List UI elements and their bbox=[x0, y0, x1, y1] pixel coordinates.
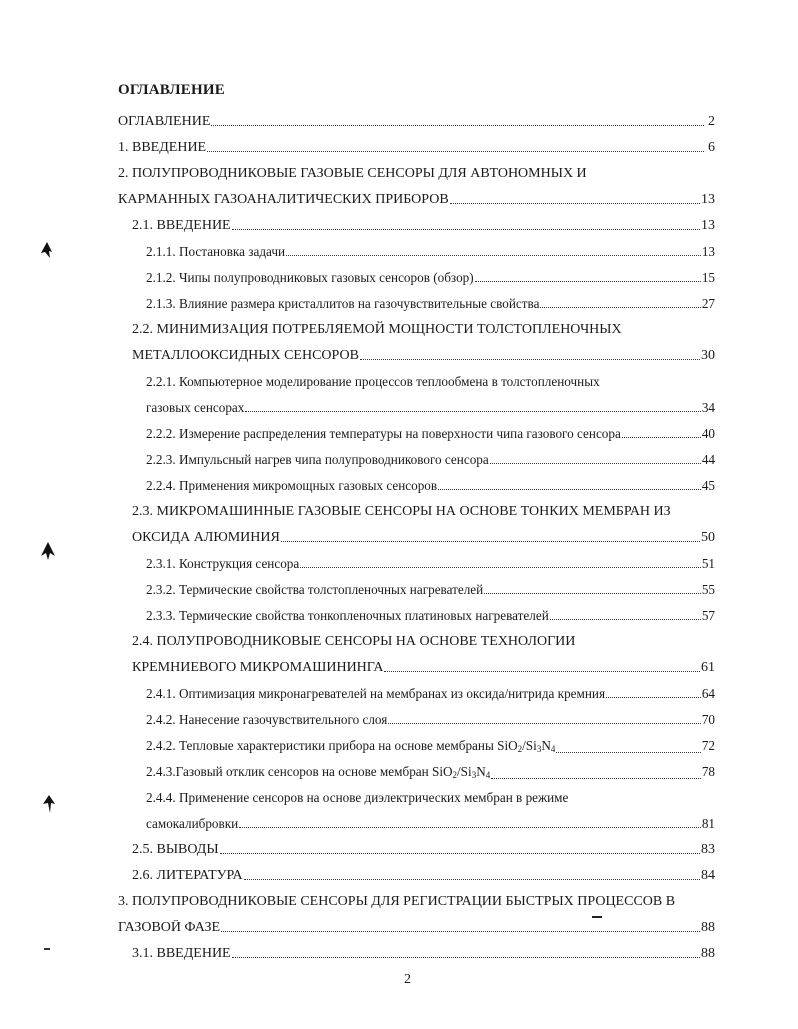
dot-leader bbox=[491, 777, 701, 779]
toc-entry-title-line1: 2.2.1. Компьютерное моделирование процессов теплообмена в толстопленочных bbox=[146, 374, 600, 389]
dot-leader bbox=[388, 722, 700, 724]
toc-entry-page: 2 bbox=[708, 114, 715, 129]
toc-entry-page: 50 bbox=[701, 530, 715, 545]
toc-entry[interactable] bbox=[118, 140, 715, 156]
toc-entry[interactable] bbox=[146, 686, 715, 702]
dot-leader bbox=[606, 696, 701, 698]
toc-entry-title-line1: 2.4.4. Применение сенсоров на основе диэлектрических мембран в режиме bbox=[146, 790, 569, 805]
toc-entry-page: 55 bbox=[701, 582, 715, 597]
toc-entry[interactable] bbox=[146, 816, 715, 832]
toc-entry[interactable] bbox=[146, 712, 715, 728]
toc-entry[interactable] bbox=[132, 868, 715, 884]
toc-entry[interactable] bbox=[146, 556, 715, 572]
toc-entry[interactable] bbox=[146, 244, 715, 260]
toc-entry-title: 2.1.3. Влияние размера кристаллитов на газочувствительные свойства bbox=[146, 296, 540, 311]
dot-leader bbox=[360, 358, 700, 360]
scan-speck bbox=[592, 916, 602, 918]
toc-entry-title: 2.1. ВВЕДЕНИЕ bbox=[132, 218, 231, 233]
toc-entry-title: 2.3.1. Конструкция сенсора bbox=[146, 556, 300, 571]
toc-entry-page: 30 bbox=[701, 348, 715, 363]
toc-entry-page: 84 bbox=[701, 868, 715, 883]
dot-leader bbox=[384, 670, 700, 672]
dot-leader bbox=[438, 488, 701, 490]
toc-entry-title: КРЕМНИЕВОГО МИКРОМАШИНИНГА bbox=[132, 660, 384, 675]
toc-entry-page: 13 bbox=[701, 218, 715, 233]
toc-entry[interactable] bbox=[132, 348, 715, 364]
toc-entry-title: МЕТАЛЛООКСИДНЫХ СЕНСОРОВ bbox=[132, 348, 359, 363]
toc-entry-page: 44 bbox=[701, 452, 715, 467]
toc-entry-title: 2.2.3. Импульсный нагрев чипа полупроводникового сенсора bbox=[146, 452, 489, 467]
toc-entry[interactable] bbox=[132, 660, 715, 676]
toc-entry-title-line1: 2.3. МИКРОМАШИННЫЕ ГАЗОВЫЕ СЕНСОРЫ НА ОСНОВЕ ТОНКИХ МЕМБРАН ИЗ bbox=[132, 504, 671, 519]
page-number: 2 bbox=[404, 972, 411, 987]
toc-entry-page: 34 bbox=[701, 400, 715, 415]
toc-entry-title-line1: 2. ПОЛУПРОВОДНИКОВЫЕ ГАЗОВЫЕ СЕНСОРЫ ДЛЯ АВТОНОМНЫХ И bbox=[118, 166, 587, 181]
toc-entry-title: 2.4.1. Оптимизация микронагревателей на мембранах из оксида/нитрида кремния bbox=[146, 686, 606, 701]
toc-entry[interactable] bbox=[146, 426, 715, 442]
toc-entry-page: 72 bbox=[701, 738, 715, 753]
toc-entry-title: КАРМАННЫХ ГАЗОАНАЛИТИЧЕСКИХ ПРИБОРОВ bbox=[118, 192, 449, 207]
toc-entry[interactable] bbox=[132, 946, 715, 962]
dot-leader bbox=[281, 540, 700, 542]
toc-entry-title-line1: 2.4. ПОЛУПРОВОДНИКОВЫЕ СЕНСОРЫ НА ОСНОВЕ ТЕХНОЛОГИИ bbox=[132, 634, 576, 649]
toc-entry[interactable] bbox=[132, 842, 715, 858]
toc-entry-title: 2.4.2. Тепловые характеристики прибора на основе мембраны $SiO_2/Si_3N_4$ bbox=[146, 738, 556, 754]
toc-entry-title: 2.1.2. Чипы полупроводниковых газовых сенсоров (обзор) bbox=[146, 270, 474, 285]
toc-entry-title: 2.2.2. Измерение распределения температуры на поверхности чипа газового сенсора bbox=[146, 426, 621, 441]
toc-entry-title: ОКСИДА АЛЮМИНИЯ bbox=[132, 530, 280, 545]
dot-leader bbox=[484, 592, 701, 594]
toc-entry[interactable] bbox=[118, 192, 715, 208]
toc-entry[interactable] bbox=[132, 218, 715, 234]
toc-entry-title: 2.1.1. Постановка задачи bbox=[146, 244, 286, 259]
dot-leader bbox=[232, 228, 700, 230]
toc-entry-page: 13 bbox=[701, 192, 715, 207]
toc-entry-page: 27 bbox=[701, 296, 715, 311]
dot-leader bbox=[211, 124, 704, 126]
scan-mark-icon bbox=[40, 793, 58, 815]
toc-entry[interactable] bbox=[146, 608, 715, 624]
scan-speck bbox=[44, 948, 50, 950]
toc-entry[interactable] bbox=[146, 452, 715, 468]
toc-entry-page: 81 bbox=[701, 816, 715, 831]
toc-entry-title-line1: 2.2. МИНИМИЗАЦИЯ ПОТРЕБЛЯЕМОЙ МОЩНОСТИ ТОЛСТОПЛЕНОЧНЫХ bbox=[132, 322, 622, 337]
toc-entry[interactable] bbox=[118, 114, 715, 130]
scan-mark-icon bbox=[38, 240, 56, 260]
toc-entry-page: 83 bbox=[701, 842, 715, 857]
toc-entry-page: 51 bbox=[701, 556, 715, 571]
dot-leader bbox=[244, 878, 700, 880]
toc-entry-title: 3.1. ВВЕДЕНИЕ bbox=[132, 946, 231, 961]
dot-leader bbox=[245, 410, 700, 412]
toc-entry[interactable] bbox=[146, 582, 715, 598]
toc-entry-title: ГАЗОВОЙ ФАЗЕ bbox=[118, 920, 221, 935]
toc-entry[interactable] bbox=[132, 530, 715, 546]
toc-entry-page: 45 bbox=[701, 478, 715, 493]
toc-entry-page: 88 bbox=[701, 920, 715, 935]
toc-entry-title: 2.5. ВЫВОДЫ bbox=[132, 842, 219, 857]
toc-entry-title: 2.4.2. Нанесение газочувствительного слоя bbox=[146, 712, 388, 727]
toc-entry-title: ОГЛАВЛЕНИЕ bbox=[118, 114, 211, 129]
dot-leader bbox=[286, 254, 701, 256]
dot-leader bbox=[540, 306, 700, 308]
toc-entry-title-line1: 3. ПОЛУПРОВОДНИКОВЫЕ СЕНСОРЫ ДЛЯ РЕГИСТРАЦИИ БЫСТРЫХ ПРОЦЕССОВ В bbox=[118, 894, 676, 909]
toc-entry-title: 2.2.4. Применения микромощных газовых сенсоров bbox=[146, 478, 438, 493]
dot-leader bbox=[232, 956, 700, 958]
toc-entry[interactable] bbox=[146, 764, 715, 783]
dot-leader bbox=[450, 202, 700, 204]
toc-entry-page: 64 bbox=[701, 686, 715, 701]
toc-entry-title: 2.6. ЛИТЕРАТУРА bbox=[132, 868, 243, 883]
toc-entry-page: 57 bbox=[701, 608, 715, 623]
toc-entry-title: 2.4.3.Газовый отклик сенсоров на основе мембран $SiO_2/Si_3N_4$ bbox=[146, 764, 491, 780]
toc-entry-page: 61 bbox=[701, 660, 715, 675]
toc-entry-page: 78 bbox=[701, 764, 715, 779]
page-title: ОГЛАВЛЕНИЕ bbox=[118, 82, 225, 98]
scan-mark-icon bbox=[38, 540, 58, 562]
dot-leader bbox=[239, 826, 701, 828]
dot-leader bbox=[475, 280, 701, 282]
toc-entry-title: 2.3.3. Термические свойства тонкопленочных платиновых нагревателей bbox=[146, 608, 549, 623]
toc-entry-title: 1. ВВЕДЕНИЕ bbox=[118, 140, 207, 155]
toc-entry[interactable] bbox=[118, 920, 715, 936]
toc-entry-title: 2.3.2. Термические свойства толстопленочных нагревателей bbox=[146, 582, 484, 597]
dot-leader bbox=[550, 618, 701, 620]
toc-entry-page: 40 bbox=[701, 426, 715, 441]
toc-entry-page: 15 bbox=[701, 270, 715, 285]
dot-leader bbox=[221, 930, 700, 932]
toc-entry[interactable] bbox=[146, 296, 715, 312]
toc-entry[interactable] bbox=[146, 478, 715, 494]
toc-entry-title: газовых сенсорах bbox=[146, 400, 245, 415]
dot-leader bbox=[220, 852, 700, 854]
toc-entry[interactable] bbox=[146, 400, 715, 416]
toc-entry-page: 70 bbox=[701, 712, 715, 727]
dot-leader bbox=[490, 462, 701, 464]
toc-entry-title: самокалибровки bbox=[146, 816, 239, 831]
dot-leader bbox=[622, 436, 701, 438]
toc-entry-page: 6 bbox=[708, 140, 715, 155]
dot-leader bbox=[300, 566, 701, 568]
toc-entry[interactable] bbox=[146, 270, 715, 286]
toc-entry[interactable] bbox=[146, 738, 715, 757]
toc-entry-page: 88 bbox=[701, 946, 715, 961]
toc-entry-page: 13 bbox=[701, 244, 715, 259]
dot-leader bbox=[556, 751, 700, 753]
dot-leader bbox=[207, 150, 704, 152]
